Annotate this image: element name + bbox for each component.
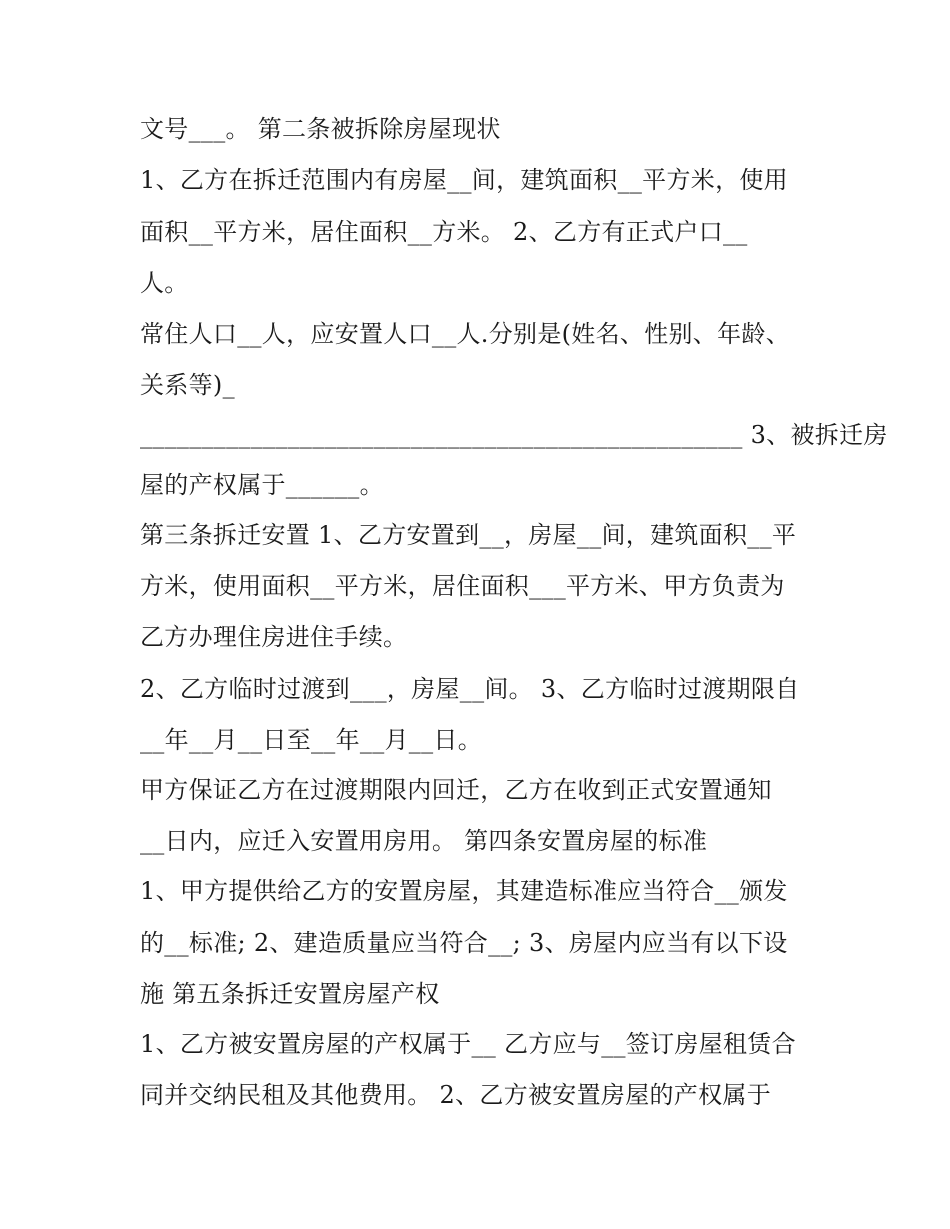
- text-line: 1、乙方被安置房屋的产权属于__ 乙方应与__签订房屋租赁合: [140, 1030, 796, 1058]
- text-line: 1、甲方提供给乙方的安置房屋，其建造标准应当符合__颁发: [140, 877, 788, 905]
- text-line: 屋的产权属于______。: [140, 471, 384, 499]
- text-line: 常住人口__人，应安置人口__人.分别是(姓名、性别、年龄、: [140, 320, 790, 348]
- text-line: _________________________________________________ 3、被拆迁房: [140, 421, 888, 449]
- text-line: 的__标准; 2、建造质量应当符合__; 3、房屋内应当有以下设: [140, 929, 788, 957]
- text-line: 文号___。 第二条被拆除房屋现状: [140, 115, 501, 143]
- text-line: 同并交纳民租及其他费用。 2、乙方被安置房屋的产权属于: [140, 1081, 771, 1109]
- text-line: 人。: [140, 269, 189, 297]
- text-line: 施 第五条拆迁安置房屋产权: [140, 980, 440, 1008]
- text-line: __日内，应迁入安置用房用。 第四条安置房屋的标准: [140, 827, 708, 855]
- text-line: 第三条拆迁安置 1、乙方安置到__，房屋__间，建筑面积__平: [140, 521, 797, 549]
- text-line: 1、乙方在拆迁范围内有房屋__间，建筑面积__平方米，使用: [140, 166, 788, 194]
- text-line: 乙方办理住房进住手续。: [140, 623, 408, 651]
- text-line: 2、乙方临时过渡到___，房屋__间。 3、乙方临时过渡期限自: [140, 675, 800, 703]
- text-line: 关系等)_: [140, 371, 235, 399]
- text-line: 甲方保证乙方在过渡期限内回迁，乙方在收到正式安置通知: [140, 776, 772, 804]
- text-line: 面积__平方米，居住面积__方米。 2、乙方有正式户口__: [140, 218, 748, 246]
- text-line: 方米，使用面积__平方米，居住面积___平方米、甲方负责为: [140, 572, 785, 600]
- text-line: __年__月__日至__年__月__日。: [140, 726, 482, 754]
